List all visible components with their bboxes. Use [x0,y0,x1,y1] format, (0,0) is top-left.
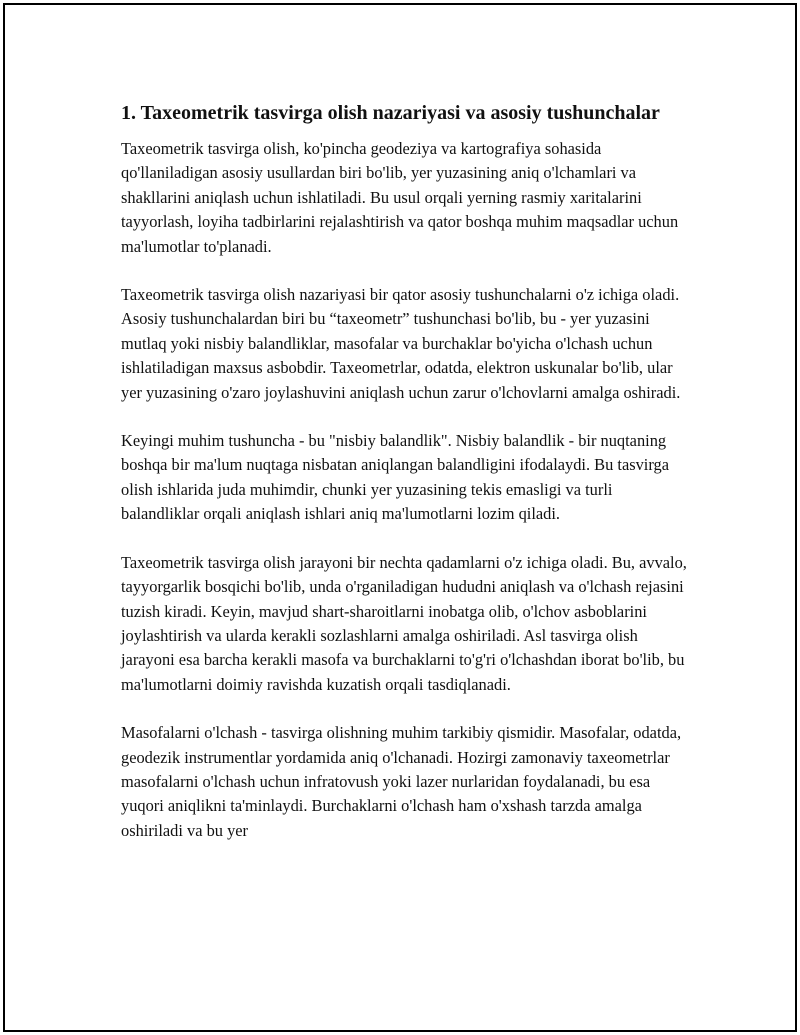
document-body [121,100,691,867]
paragraph-2: Taxeometrik tasvirga olish nazariyasi bir qator asosiy tushunchalarni o'z ichiga oladi. Asosiy tushunchalardan biri bu “taxeometr” tushunchasi bo'lib, bu - yer yuzasini mutlaq yoki nisbiy balandliklar, masofalar va burchaklar bo'yicha o'lchash uchun ishlatiladigan maxsus asbobdir. Taxeometrlar, odatda, elektron uskunalar bo'lib, ular yer yuzasining o'zaro joylashuvini aniqlash uchun zarur o'lchovlarni amalga oshiradi. [121,285,681,402]
paragraph-5: Masofalarni o'lchash - tasvirga olishning muhim tarkibiy qismidir. Masofalar, odatda, geodezik instrumentlar yordamida aniq o'lchanadi. Hozirgi zamonaviy taxeometrlar masofalarni o'lchash uchun infratovush yoki lazer nurlaridan foydalanadi, bu esa yuqori aniqlikni ta'minlaydi. Burchaklarni o'lchash ham o'xshash tarzda amalga oshiriladi va bu yer [121,723,682,840]
paragraph-3: Keyingi muhim tushuncha - bu "nisbiy balandlik". Nisbiy balandlik - bir nuqtaning boshqa bir ma'lum nuqtaga nisbatan aniqlangan balandligini ifodalaydi. Bu tasvirga olish ishlarida juda muhimdir, chunki yer yuzasining tekis emasligi va turli balandliklar orqali aniqlash ishlari aniq ma'lumotlarni lozim qiladi. [121,431,669,524]
page-frame [3,3,797,1032]
section-heading: 1. Taxeometrik tasvirga olish nazariyasi va asosiy tushunchalar [121,102,660,124]
paragraph-1: Taxeometrik tasvirga olish, ko'pincha geodeziya va kartografiya sohasida qo'llaniladigan asosiy usullardan biri bo'lib, yer yuzasining aniq o'lchamlari va shakllarini aniqlash uchun ishlatiladi. Bu usul orqali yerning rasmiy xaritalarini tayyorlash, loyiha tadbirlarini rejalashtirish va qator boshqa muhim maqsadlar uchun ma'lumotlar to'planadi. [121,139,679,256]
paragraph-4: Taxeometrik tasvirga olish jarayoni bir nechta qadamlarni o'z ichiga oladi. Bu, avvalo, tayyorgarlik bosqichi bo'lib, unda o'rganiladigan hududni aniqlash va o'lchash rejasini tuzish kiradi. Keyin, mavjud shart-sharoitlarni inobatga olib, o'lchov asboblarini joylashtirish va ularda kerakli sozlashlarni amalga oshiriladi. Asl tasvirga olish jarayoni esa barcha kerakli masofa va burchaklarni to'g'ri o'lchashdan iborat bo'lib, bu ma'lumotlarni doimiy ravishda kuzatish orqali tasdiqlanadi. [121,552,687,694]
